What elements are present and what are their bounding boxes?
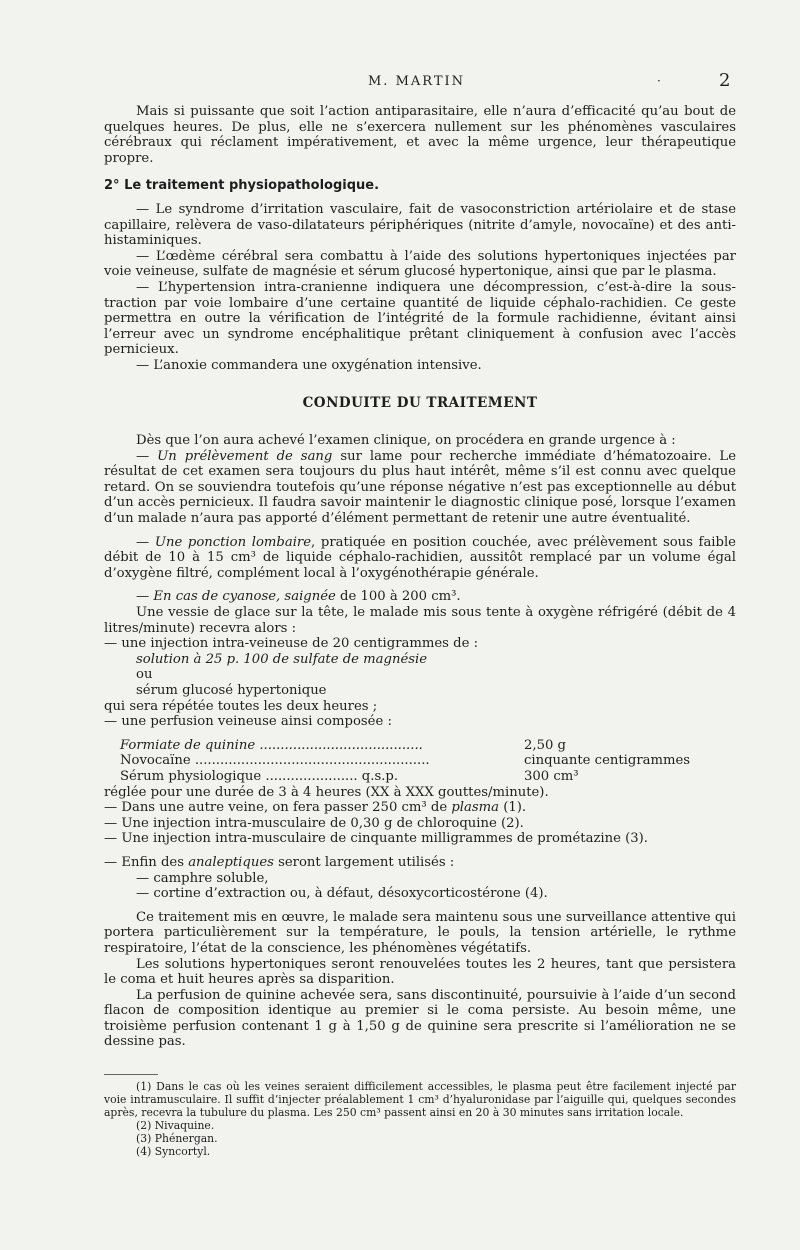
formula-value: 300 cm³ [524, 768, 579, 784]
list-line: — cortine d’extraction ou, à défaut, désoxycorticostérone (4). [136, 886, 548, 902]
italic-term: En cas de cyanose, saignée [153, 589, 336, 605]
body-text [104, 104, 736, 1050]
paragraph [104, 449, 736, 527]
list-line: — une perfusion veineuse ainsi composée : [104, 714, 392, 730]
running-title: M. MARTIN [368, 74, 466, 89]
list-line: — camphre soluble, [136, 870, 269, 886]
page-header [0, 70, 800, 94]
list-line: solution à 25 p. 100 de sulfate de magnésie [136, 651, 428, 667]
paragraph: — L’anoxie commandera une oxygénation intensive. [136, 357, 482, 373]
formula-row [120, 769, 736, 785]
centered-heading: CONDUITE DU TRAITEMENT [302, 394, 538, 411]
text-run: (1). [499, 800, 527, 816]
footnote: (4) Syncortyl. [136, 1144, 211, 1158]
text-run: seront largement utilisés : [273, 854, 455, 870]
list-line [104, 855, 736, 871]
paragraph: Une vessie de glace sur la tête, le malade mis sous tente à oxygène réfrigéré (débit de 4 litres/minute) recevra alors : [104, 605, 736, 636]
footnote: (2) Nivaquine. [136, 1118, 215, 1132]
italic-term: analeptiques [188, 854, 274, 870]
paragraph [104, 589, 736, 605]
paragraph: Ce traitement mis en œuvre, le malade sera maintenu sous une surveillance attentive qui portera particulièrement sur la température, le pouls, la tension artérielle, le rythme respiratoire, l’état de la conscience, les phénomènes végétatifs. [104, 909, 736, 956]
formula-row [120, 753, 736, 769]
page-number: 2 [719, 70, 731, 91]
list-line: sérum glucosé hypertonique [136, 683, 327, 698]
formula-value: cinquante centigrammes [524, 753, 691, 769]
italic-term: Un prélèvement de sang [157, 448, 333, 464]
dash: — [136, 448, 158, 464]
footnote-rule [104, 1074, 158, 1075]
list-line: — Une injection intra-musculaire de 0,30 g de chloroquine (2). [104, 815, 524, 831]
text-run: sur lame pour recherche immédiate d’hématozoaire. Le résultat de cet examen sera toujours du plus haut intérêt, même s’il est connu avec quelque retard. On se souviendra toutefois qu’une réponse négative n’est pas exceptionnelle au début d’un accès pernicieux. Il faudra savoir maintenir le diagnostic clinique posé, lorsque l’examen d’un malade n’aura pas apporté d’élément permettant de retenir une autre éventualité. [104, 448, 736, 527]
paragraph [104, 535, 736, 582]
dash: — [136, 589, 154, 605]
footnotes [104, 1081, 736, 1158]
text-run: — Enfin des [104, 854, 189, 870]
header-dot: · [657, 74, 661, 88]
paragraph: — L’hypertension intra-cranienne indiquera une décompression, c’est-à-dire la sous-traction par voie lombaire d’une certaine quantité de liquide céphalo-rachidien. Ce geste permettra en outre la vérification de l’intégrité de la formule rachidienne, évitant ainsi l’erreur avec un syndrome encéphalitique prêtant cliniquement à confusion avec l’accès pernicieux. [104, 279, 736, 358]
formula-label: Formiate de quinine ....................................... [120, 737, 423, 753]
list-line: réglée pour une durée de 3 à 4 heures (XX à XXX gouttes/minute). [104, 784, 549, 800]
dash: — [136, 534, 155, 550]
footnote: (3) Phénergan. [136, 1131, 218, 1145]
paragraph: Les solutions hypertoniques seront renouvelées toutes les 2 heures, tant que persistera le coma et huit heures après sa disparition. [104, 956, 736, 988]
text-run: de 100 à 200 cm³. [335, 589, 461, 605]
list-line: — une injection intra-veineuse de 20 centigrammes de : [104, 636, 479, 652]
formula-label: Novocaïne ........................................................ [120, 753, 430, 769]
text-run: , pratiquée en position couchée, avec prélèvement sous faible débit de 10 à 15 cm³ de liquide céphalo-rachidien, aussitôt remplacé par un volume égal d’oxygène filtré, complément local à l’oxygénothérapie générale. [104, 534, 736, 581]
paragraph: Dès que l’on aura achevé l’examen clinique, on procédera en grande urgence à : [136, 433, 676, 449]
list-line: ou [136, 667, 153, 683]
italic-term: plasma [451, 800, 500, 816]
italic-term: Une ponction lombaire [154, 534, 312, 550]
paragraph: — L’œdème cérébral sera combattu à l’aide des solutions hypertoniques injectées par voie veineuse, sulfate de magnésie et sérum glucosé hypertonique, ainsi que par le plasma. [104, 248, 736, 280]
formula-value: 2,50 g [524, 737, 566, 753]
text-run: — Dans une autre veine, on fera passer 250 cm³ de [104, 800, 452, 816]
formula-row [120, 738, 736, 754]
formula-table [104, 738, 736, 785]
list-line [104, 800, 736, 816]
footnote: (1) Dans le cas où les veines seraient difficilement accessibles, le plasma peut être facilement injecté par voie intramusculaire. Il suffit d’injecter préalablement 1 cm³ d’hyaluronidase par l’aiguille qui, quelques secondes après, recevra la tubulure du plasma. Les 250 cm³ passent ainsi en 20 à 30 minutes sans irritation locale. [104, 1080, 736, 1119]
paragraph: Mais si puissante que soit l’action antiparasitaire, elle n’aura d’efficacité qu’au bout de quelques heures. De plus, elle ne s’exercera nullement sur les phénomènes vasculaires cérébraux qui réclament impérativement, et avec la même urgence, leur thérapeutique propre. [104, 104, 736, 166]
formula-label: Sérum physiologique ...................... q.s.p. [120, 768, 399, 784]
paragraph: La perfusion de quinine achevée sera, sans discontinuité, poursuivie à l’aide d’un second flacon de composition identique au premier si le coma persiste. Au besoin même, une troisième perfusion contenant 1 g à 1,50 g de quinine sera prescrite si l’amélioration ne se dessine pas. [104, 987, 736, 1050]
list-line: — Une injection intra-musculaire de cinquante milligrammes de prométazine (3). [104, 831, 648, 847]
section-heading: 2° Le traitement physiopathologique. [104, 178, 380, 194]
paragraph: — Le syndrome d’irritation vasculaire, fait de vasoconstriction artériolaire et de stase capillaire, relèvera de vaso-dilatateurs périphériques (nitrite d’amyle, novocaïne) et des anti-histaminiques. [104, 201, 736, 249]
list-line: qui sera répétée toutes les deux heures ; [104, 698, 378, 714]
